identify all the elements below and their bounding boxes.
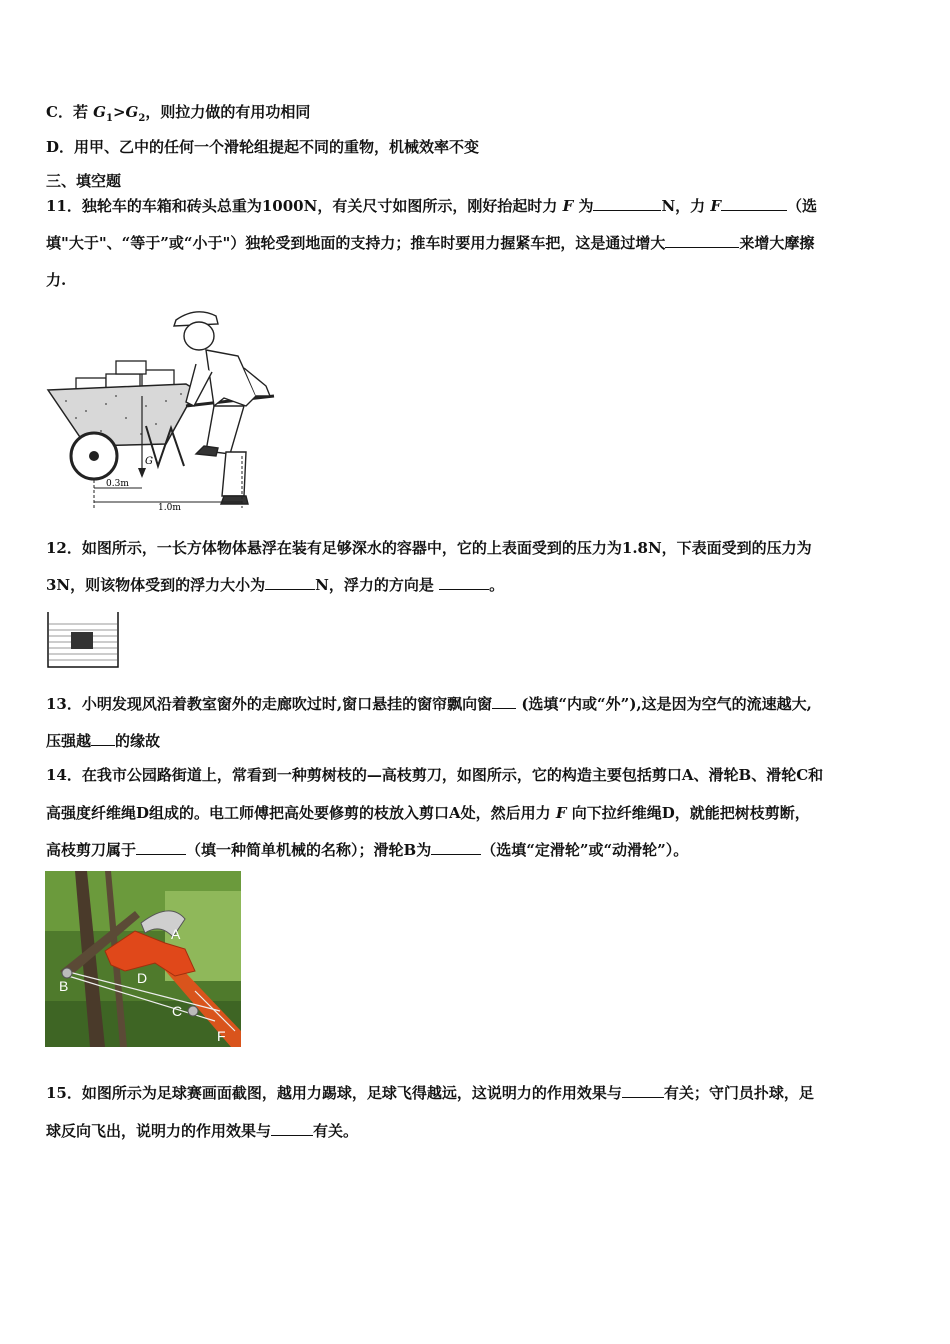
answer-blank[interactable] xyxy=(136,840,186,855)
var-f: F xyxy=(562,197,574,215)
answer-blank[interactable] xyxy=(271,1121,313,1136)
option-c-prefix: C．若 xyxy=(46,103,94,121)
q11-text: N，力 xyxy=(661,197,711,215)
label-g: G xyxy=(145,456,153,467)
answer-blank[interactable] xyxy=(721,196,787,211)
answer-blank[interactable] xyxy=(622,1083,664,1098)
q15-text: 有关。 xyxy=(313,1122,359,1140)
option-c-text: ，则拉力做的有用功相同 xyxy=(145,103,311,121)
option-c xyxy=(46,102,310,129)
q14-text: 向下拉纤维绳D，就能把树枝剪断， xyxy=(566,804,810,822)
q14-text: 高强度纤维绳D组成的。电工师傅把高处要修剪的枝放入剪口A处，然后用力 xyxy=(46,804,556,822)
worker-figure xyxy=(174,312,270,504)
label-d: D xyxy=(137,970,148,986)
dim-label-long: 1.0m xyxy=(158,503,181,511)
q11-line3: 力. xyxy=(46,271,67,289)
q13-line1 xyxy=(46,694,812,714)
greater-than: > xyxy=(112,103,126,121)
q11-text: 填"大于"、“等于”或“小于"）独轮受到地面的支持力；推车时要用力握紧车把，这是通过增大 xyxy=(46,234,666,252)
answer-blank[interactable] xyxy=(593,196,661,211)
q11-text: 来增大摩擦 xyxy=(739,234,815,252)
q15-text: 球反向飞出，说明力的作用效果与 xyxy=(46,1122,272,1140)
answer-blank[interactable] xyxy=(431,840,481,855)
q13-text: 13．小明发现风沿着教室窗外的走廊吹过时,窗口悬挂的窗帘飘向窗 xyxy=(46,695,493,713)
q14-text: 高枝剪刀属于 xyxy=(46,841,137,859)
q14-text: （选填“定滑轮”或“动滑轮”）。 xyxy=(481,841,689,859)
dim-label-short: 0.3m xyxy=(106,479,129,489)
shears-photo xyxy=(45,871,241,1047)
q11-text: （选 xyxy=(787,197,818,215)
answer-blank[interactable] xyxy=(492,694,516,709)
q11-text: 为 xyxy=(573,197,594,215)
q12-text: N，浮力的方向是 xyxy=(315,576,440,594)
var-g: G xyxy=(93,103,106,121)
var-f: F xyxy=(555,804,567,822)
q15-text: 15．如图所示为足球赛画面截图，越用力踢球，足球飞得越远，这说明力的作用效果与 xyxy=(46,1084,622,1102)
pulley-c xyxy=(188,1006,198,1016)
answer-blank[interactable] xyxy=(265,575,315,590)
answer-blank[interactable] xyxy=(665,233,739,248)
suspended-block xyxy=(71,632,93,649)
q11-line2 xyxy=(46,233,814,253)
q14-text: （填一种简单机械的名称）；滑轮B为 xyxy=(186,841,432,859)
q14-line3 xyxy=(46,840,688,860)
label-a: A xyxy=(171,926,181,942)
q11-text: 11．独轮车的车箱和砖头总重为1000N，有关尺寸如图所示，刚好抬起时力 xyxy=(46,197,563,215)
q14-line2 xyxy=(46,803,810,823)
label-b: B xyxy=(59,978,69,994)
pulley-b xyxy=(62,968,72,978)
q14-line1: 14．在我市公园路街道上，常看到一种剪树枝的—高枝剪刀，如图所示，它的构造主要包括剪口A、滑轮B、滑轮C和 xyxy=(46,766,824,784)
section-title: 三、填空题 xyxy=(46,172,122,190)
q13-text: 压强越 xyxy=(46,732,92,750)
var-g: G xyxy=(125,103,139,121)
subscript: 2 xyxy=(138,113,146,124)
option-d: D．用甲、乙中的任何一个滑轮组提起不同的重物，机械效率不变 xyxy=(46,138,480,156)
answer-blank[interactable] xyxy=(91,731,115,746)
label-c: C xyxy=(172,1003,183,1019)
q12-line2 xyxy=(46,575,504,595)
q15-line2 xyxy=(46,1121,358,1141)
label-f: F xyxy=(217,1028,226,1044)
container-figure xyxy=(46,610,120,670)
q15-line1 xyxy=(46,1083,814,1103)
q12-text: 3N，则该物体受到的浮力大小为 xyxy=(46,576,266,594)
q15-text: 有关；守门员扑球，足 xyxy=(663,1084,814,1102)
q11-line1 xyxy=(46,196,817,216)
var-f: F xyxy=(710,197,722,215)
q13-text: 的缘故 xyxy=(115,732,161,750)
q13-text: (选填“内或“外”),这是因为空气的流速越大, xyxy=(516,695,812,713)
subscript: 1 xyxy=(105,113,113,124)
q12-text: 。 xyxy=(489,576,505,594)
q13-line2 xyxy=(46,731,160,751)
q12-line1: 12．如图所示，一长方体物体悬浮在装有足够深水的容器中，它的上表面受到的压力为1.8N，下表面受到的压力为 xyxy=(46,539,812,557)
answer-blank[interactable] xyxy=(439,575,489,590)
wheelbarrow-figure xyxy=(46,306,281,511)
